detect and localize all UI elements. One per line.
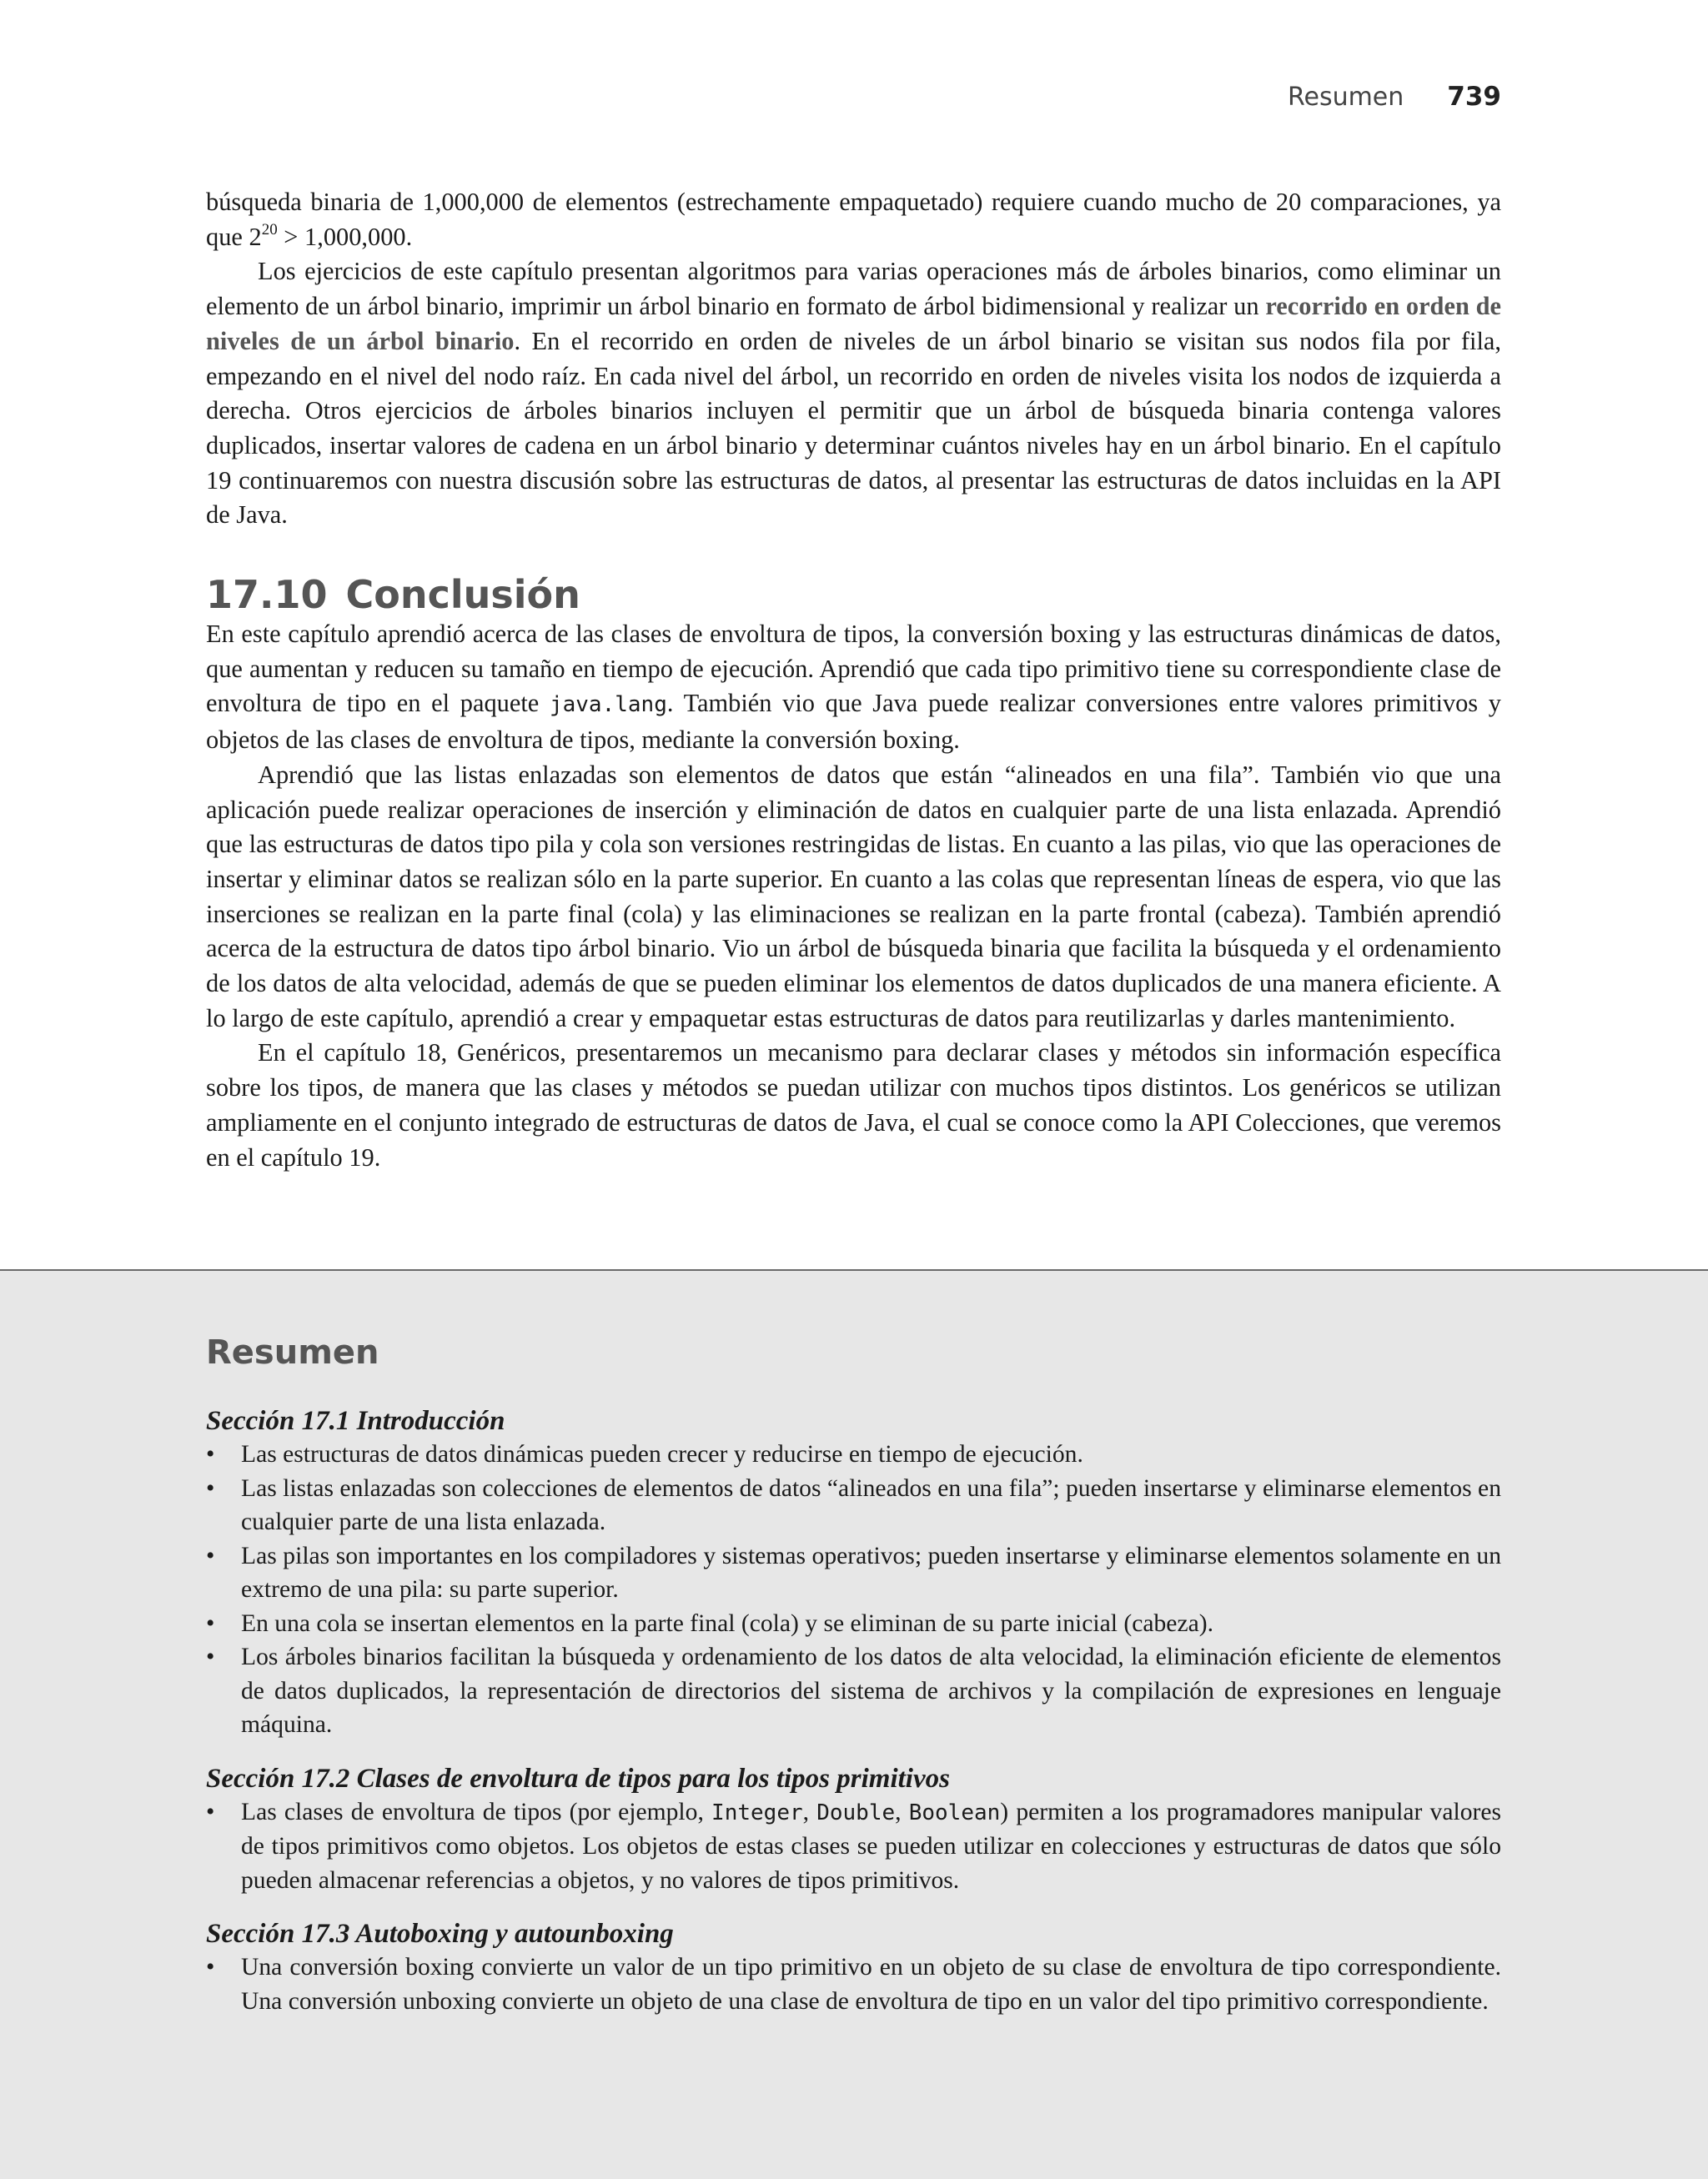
bullet-item: • Las estructuras de datos dinámicas pueden crecer y reducirse en tiempo de ejecución. [206,1438,1501,1472]
intro-p2-end: . En el recorrido en orden de niveles de un árbol binario se visitan sus nodos fila por fila, empezando en el nivel del nodo raíz. En cada nivel del árbol, un recorrido en orden de niveles visita los nodos de izquierda a derecha. Otros ejercicios de árboles binarios incluyen el permitir que un árbol de búsqueda binaria contenga valores duplicados, insertar valores de cadena en un árbol binario y determinar cuántos niveles hay en un árbol binario. En el capítulo 19 continuaremos con nuestra discusión sobre las estructuras de datos, al presentar las estructuras de datos incluidas en la API de Java. [206,326,1502,530]
page-number: 739 [1447,82,1501,112]
section-title: Conclusión [345,572,580,618]
bullet-list [206,1438,1501,1742]
section-heading [206,572,1501,617]
bullet-list [206,1795,1501,1898]
separator: , [895,1798,909,1825]
summary-content [206,1333,1501,2018]
separator: , [802,1798,817,1825]
bullet-list [206,1951,1501,2018]
bullet-text: Las clases de envoltura de tipos (por ejemplo, [241,1798,712,1825]
summary-section-heading: Sección 17.2 Clases de envoltura de tipos para los tipos primitivos [206,1763,950,1794]
main-content [206,185,1501,1175]
code-double: Double [816,1800,896,1825]
conclusion-p1-start: En este capítulo aprendió acerca de las clases de envoltura de tipos, la conversión boxing y las estructuras dinámicas de datos, que aumentan y reducen su tamaño en tiempo de ejecución. Aprendió que cada tipo primitivo tiene su correspondiente clase de envoltura de tipo en el paquete [206,620,1501,718]
key-term: recorrido en orden de niveles de un árbol binario [206,292,1501,355]
section-number: 17.10 [206,572,328,618]
code-package: java.lang [549,692,667,718]
summary-box [0,1269,1708,2179]
bullet-text: ) permiten a los programadores manipular valores de tipos primitivos como objetos. Los objetos de estas clases se pueden utilizar en colecciones y estructuras de datos que sólo pueden almacenar referencias a objetos, y no valores de tipos primitivos. [241,1798,1501,1894]
conclusion-paragraph-2: Aprendió que las listas enlazadas son elementos de datos que están “alineados en una fila”. También vio que una aplicación puede realizar operaciones de inserción y eliminación de datos en cualquier parte de una lista enlazada. Aprendió que las estructuras de datos tipo pila y cola son versiones restringidas de listas. En cuanto a las pilas, vio que las operaciones de insertar y eliminar datos se realizan sólo en la parte superior. En cuanto a las colas que representan líneas de espera, vio que las inserciones se realizan en la parte final (cola) y las eliminaciones se realizan en la parte frontal (cabeza). También aprendió acerca de la estructura de datos tipo árbol binario. Vio un árbol de búsqueda binaria que facilita la búsqueda y el ordenamiento de los datos de alta velocidad, además de que se pueden eliminar los elementos de datos duplicados de una manera eficiente. A lo largo de este capítulo, aprendió a crear y empaquetar estas estructuras de datos para reutilizarlas y darles mantenimiento. [206,760,1501,1032]
code-integer: Integer [711,1800,803,1825]
summary-title: Resumen [206,1333,379,1372]
bullet-item: • Los árboles binarios facilitan la búsqueda y ordenamiento de los datos de alta velocidad, la eliminación eficiente de elementos de datos duplicados, la representación de directorios del sistema de archivos y la compilación de expresiones en lenguaje máquina. [206,1640,1501,1742]
running-header [1288,82,1501,112]
intro-p1-text: búsqueda binaria de 1,000,000 de elementos (estrechamente empaquetado) requiere cuando mucho de 20 comparaciones, ya que 2 [206,188,1501,251]
conclusion-paragraph-3: En el capítulo 18, Genéricos, presentaremos un mecanismo para declarar clases y métodos sin información específica sobre los tipos, de manera que las clases y métodos se puedan utilizar con muchos tipos distintos. Los genéricos se utilizan ampliamente en el conjunto integrado de estructuras de datos de Java, el cual se conoce como la API Colecciones, que veremos en el capítulo 19. [206,1038,1501,1172]
exponent: 20 [261,220,278,238]
intro-paragraph-1 [206,185,1501,254]
bullet-item: • En una cola se insertan elementos en la parte final (cola) y se eliminan de su parte inicial (cabeza). [206,1607,1501,1641]
conclusion-paragraph-1 [206,617,1501,758]
intro-p1-end: > 1,000,000. [277,222,413,251]
conclusion-p1-end: . También vio que Java puede realizar conversiones entre valores primitivos y objetos de las clases de envoltura de tipos, mediante la conversión boxing. [206,689,1502,755]
bullet-item: • Una conversión boxing convierte un valor de un tipo primitivo en un objeto de su clase de envoltura de tipo correspondiente. Una conversión unboxing convierte un objeto de una clase de envoltura de tipo en un valor del tipo primitivo correspondiente. [206,1951,1501,2018]
intro-paragraph-2 [206,254,1501,533]
summary-section-heading: Sección 17.3 Autoboxing y autounboxing [206,1919,674,1949]
code-boolean: Boolean [908,1800,1001,1825]
intro-p2-start: Los ejercicios de este capítulo presentan algoritmos para varias operaciones más de árboles binarios, como eliminar un elemento de un árbol binario, imprimir un árbol binario en formato de árbol bidimensional y realizar un [206,257,1501,321]
bullet-item: • Las listas enlazadas son colecciones de elementos de datos “alineados en una fila”; pueden insertarse y eliminarse elementos en cualquier parte de una lista enlazada. [206,1472,1501,1539]
summary-section-heading: Sección 17.1 Introducción [206,1406,505,1436]
bullet-item [206,1795,1501,1898]
running-title: Resumen [1287,83,1404,112]
bullet-item: • Las pilas son importantes en los compiladores y sistemas operativos; pueden insertarse y eliminarse elementos solamente en un extremo de una pila: su parte superior. [206,1539,1501,1607]
